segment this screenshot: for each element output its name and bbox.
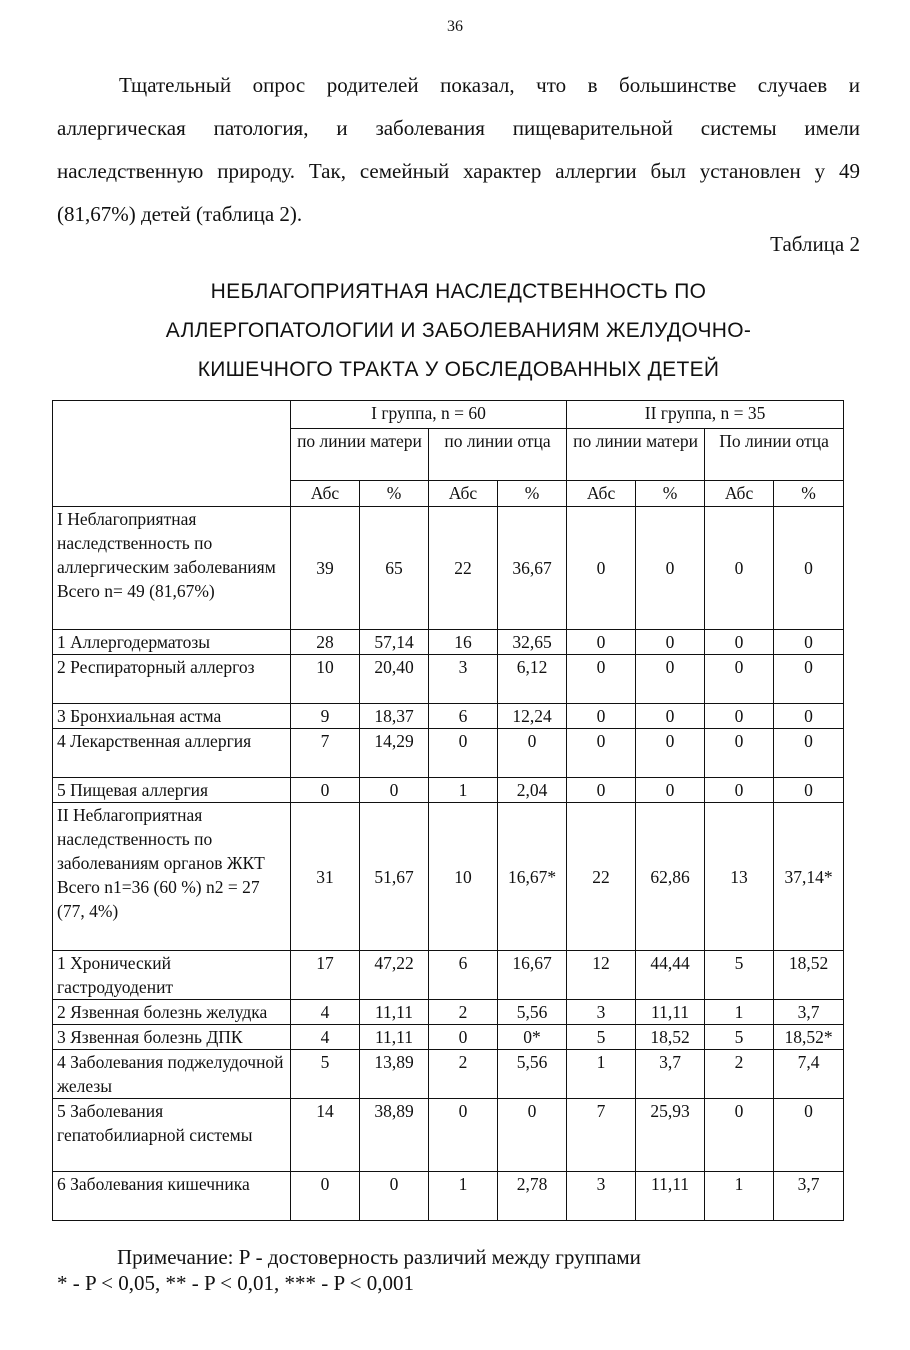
table-cell: 1 <box>567 1050 636 1099</box>
table-cell: 1 <box>705 1172 774 1221</box>
table-cell: 0 <box>636 729 705 778</box>
table-row <box>53 1172 844 1221</box>
table-cell: 1 <box>429 1172 498 1221</box>
col-header: Абс <box>291 481 360 507</box>
col-header: % <box>636 481 705 507</box>
line-header: по линии матери <box>567 429 705 481</box>
table-cell: 16,67 <box>498 951 567 1000</box>
table-cell: 0 <box>360 1172 429 1221</box>
table-cell: 0 <box>567 704 636 729</box>
table-cell: 62,86 <box>636 803 705 951</box>
table-cell: 0 <box>636 778 705 803</box>
row-label: 1 Хронический гастродуоденит <box>53 951 291 1000</box>
table-cell: 5,56 <box>498 1050 567 1099</box>
table-cell: 12 <box>567 951 636 1000</box>
table-cell: 18,37 <box>360 704 429 729</box>
line-header: По линии отца <box>705 429 844 481</box>
table-cell: 0 <box>774 729 844 778</box>
table-cell: 2 <box>705 1050 774 1099</box>
table-cell: 38,89 <box>360 1099 429 1172</box>
table-row <box>53 507 844 630</box>
table-cell: 5,56 <box>498 1000 567 1025</box>
table-cell: 0 <box>291 778 360 803</box>
row-label: 2 Респираторный аллергоз <box>53 655 291 704</box>
table-cell: 0 <box>705 729 774 778</box>
table-cell: 28 <box>291 630 360 655</box>
table-cell: 0 <box>429 729 498 778</box>
table-cell: 3 <box>567 1172 636 1221</box>
table-title <box>57 272 860 389</box>
table-row <box>53 729 844 778</box>
table-cell: 0 <box>705 630 774 655</box>
table-cell: 37,14* <box>774 803 844 951</box>
table-cell: 12,24 <box>498 704 567 729</box>
table-row <box>53 704 844 729</box>
table-cell: 0 <box>429 1099 498 1172</box>
table-cell: 0 <box>774 507 844 630</box>
table-cell: 0 <box>429 1025 498 1050</box>
table-cell: 5 <box>567 1025 636 1050</box>
table-cell: 11,11 <box>360 1025 429 1050</box>
table-cell: 13,89 <box>360 1050 429 1099</box>
table-cell: 4 <box>291 1000 360 1025</box>
table-row <box>53 1050 844 1099</box>
table-cell: 7 <box>567 1099 636 1172</box>
table-cell: 65 <box>360 507 429 630</box>
table-cell: 5 <box>705 951 774 1000</box>
table-cell: 18,52* <box>774 1025 844 1050</box>
table-cell: 0 <box>567 507 636 630</box>
table-cell: 17 <box>291 951 360 1000</box>
table-cell: 2 <box>429 1000 498 1025</box>
row-label: 3 Язвенная болезнь ДПК <box>53 1025 291 1050</box>
table-cell: 0 <box>774 704 844 729</box>
table-cell: 25,93 <box>636 1099 705 1172</box>
table-cell: 0 <box>636 507 705 630</box>
table-cell: 22 <box>429 507 498 630</box>
table-cell: 0 <box>705 507 774 630</box>
table-cell: 5 <box>291 1050 360 1099</box>
table-row <box>53 951 844 1000</box>
table-cell: 22 <box>567 803 636 951</box>
col-header: Абс <box>567 481 636 507</box>
table-cell: 32,65 <box>498 630 567 655</box>
table-cell: 10 <box>291 655 360 704</box>
table-cell: 0 <box>636 655 705 704</box>
table-cell: 0 <box>705 704 774 729</box>
table-cell: 0 <box>774 1099 844 1172</box>
table-cell: 0 <box>498 1099 567 1172</box>
table-cell: 0 <box>636 630 705 655</box>
table-cell: 0 <box>498 729 567 778</box>
row-label: 2 Язвенная болезнь желудка <box>53 1000 291 1025</box>
table-cell: 36,67 <box>498 507 567 630</box>
table-cell: 9 <box>291 704 360 729</box>
table-cell: 20,40 <box>360 655 429 704</box>
table-cell: 47,22 <box>360 951 429 1000</box>
table-label: Таблица 2 <box>770 232 860 256</box>
table-cell: 0 <box>567 630 636 655</box>
table-cell: 3,7 <box>636 1050 705 1099</box>
table-cell: 16,67* <box>498 803 567 951</box>
table-cell: 16 <box>429 630 498 655</box>
table-cell: 6 <box>429 704 498 729</box>
table-cell: 18,52 <box>636 1025 705 1050</box>
row-label: 5 Заболевания гепатобилиарной системы <box>53 1099 291 1172</box>
table-row <box>53 1099 844 1172</box>
table-cell: 13 <box>705 803 774 951</box>
table-cell: 18,52 <box>774 951 844 1000</box>
col-header: Абс <box>705 481 774 507</box>
table-row <box>53 1025 844 1050</box>
table-cell: 0 <box>705 655 774 704</box>
row-label: 6 Заболевания кишечника <box>53 1172 291 1221</box>
row-label: II Неблагоприятная наследственность по заболеваниям органов ЖКТ Всего n1=36 (60 %) n2 = 27 (77, 4%) <box>53 803 291 951</box>
table-cell: 0 <box>567 729 636 778</box>
table-cell: 0 <box>774 655 844 704</box>
table-row <box>53 1000 844 1025</box>
row-label: 4 Лекарственная аллергия <box>53 729 291 778</box>
note-line: Примечание: Р - достоверность различий между группами <box>117 1245 641 1269</box>
table-cell: 11,11 <box>360 1000 429 1025</box>
table-cell: 0 <box>636 704 705 729</box>
table-cell: 0 <box>774 778 844 803</box>
row-label: 3 Бронхиальная астма <box>53 704 291 729</box>
line-header: по линии отца <box>429 429 567 481</box>
table-cell: 14,29 <box>360 729 429 778</box>
col-header: Абс <box>429 481 498 507</box>
row-label: I Неблагоприятная наследственность по аллергическим заболеваниям Всего n= 49 (81,67%) <box>53 507 291 630</box>
table-cell: 10 <box>429 803 498 951</box>
table-cell: 3,7 <box>774 1000 844 1025</box>
group-header: I группа, n = 60 <box>291 401 567 429</box>
row-label: 5 Пищевая аллергия <box>53 778 291 803</box>
table-cell: 39 <box>291 507 360 630</box>
col-header: % <box>774 481 844 507</box>
row-label: 1 Аллергодерматозы <box>53 630 291 655</box>
row-label: 4 Заболевания поджелудочной железы <box>53 1050 291 1099</box>
table-title-line: АЛЛЕРГОПАТОЛОГИИ И ЗАБОЛЕВАНИЯМ ЖЕЛУДОЧНО- <box>165 319 752 342</box>
table-cell: 11,11 <box>636 1172 705 1221</box>
table-title-line: КИШЕЧНОГО ТРАКТА У ОБСЛЕДОВАННЫХ ДЕТЕЙ <box>197 358 720 381</box>
note-line: * - P < 0,05, ** - P < 0,01, *** - P < 0,001 <box>57 1271 414 1295</box>
table-row <box>53 778 844 803</box>
group-header: II группа, n = 35 <box>567 401 844 429</box>
table-title-line: НЕБЛАГОПРИЯТНАЯ НАСЛЕДСТВЕННОСТЬ ПО <box>210 280 707 303</box>
line-header: по линии матери <box>291 429 429 481</box>
table-cell: 14 <box>291 1099 360 1172</box>
table-cell: 3 <box>429 655 498 704</box>
table-note <box>57 1244 641 1296</box>
heredity-table <box>52 400 844 1221</box>
table-row <box>53 803 844 951</box>
page-number: 36 <box>447 18 463 35</box>
table-cell: 0 <box>567 778 636 803</box>
col-header: % <box>498 481 567 507</box>
table-cell: 44,44 <box>636 951 705 1000</box>
table-cell: 0 <box>567 655 636 704</box>
table-cell: 1 <box>429 778 498 803</box>
table-cell: 0 <box>705 1099 774 1172</box>
table-cell: 2,78 <box>498 1172 567 1221</box>
table-cell: 2,04 <box>498 778 567 803</box>
header-empty-cell <box>53 401 291 507</box>
table-cell: 0 <box>705 778 774 803</box>
table-cell: 51,67 <box>360 803 429 951</box>
table-row <box>53 630 844 655</box>
table-cell: 7 <box>291 729 360 778</box>
table-cell: 3 <box>567 1000 636 1025</box>
table-cell: 11,11 <box>636 1000 705 1025</box>
table-cell: 6,12 <box>498 655 567 704</box>
table-cell: 0 <box>291 1172 360 1221</box>
table-cell: 57,14 <box>360 630 429 655</box>
table-cell: 4 <box>291 1025 360 1050</box>
table-cell: 6 <box>429 951 498 1000</box>
table-cell: 2 <box>429 1050 498 1099</box>
table-cell: 3,7 <box>774 1172 844 1221</box>
col-header: % <box>360 481 429 507</box>
table-cell: 0 <box>360 778 429 803</box>
table-cell: 5 <box>705 1025 774 1050</box>
table-cell: 7,4 <box>774 1050 844 1099</box>
table-cell: 0 <box>774 630 844 655</box>
table-cell: 1 <box>705 1000 774 1025</box>
table-row <box>53 655 844 704</box>
table-cell: 0* <box>498 1025 567 1050</box>
table-cell: 31 <box>291 803 360 951</box>
intro-paragraph: Тщательный опрос родителей показал, что в большинстве случаев и аллергическая патология, и заболевания пищеварительной системы имели наследственную природу. Так, семейный характер аллергии был установлен у 49 (81,67%) детей (таблица 2). <box>57 73 860 226</box>
